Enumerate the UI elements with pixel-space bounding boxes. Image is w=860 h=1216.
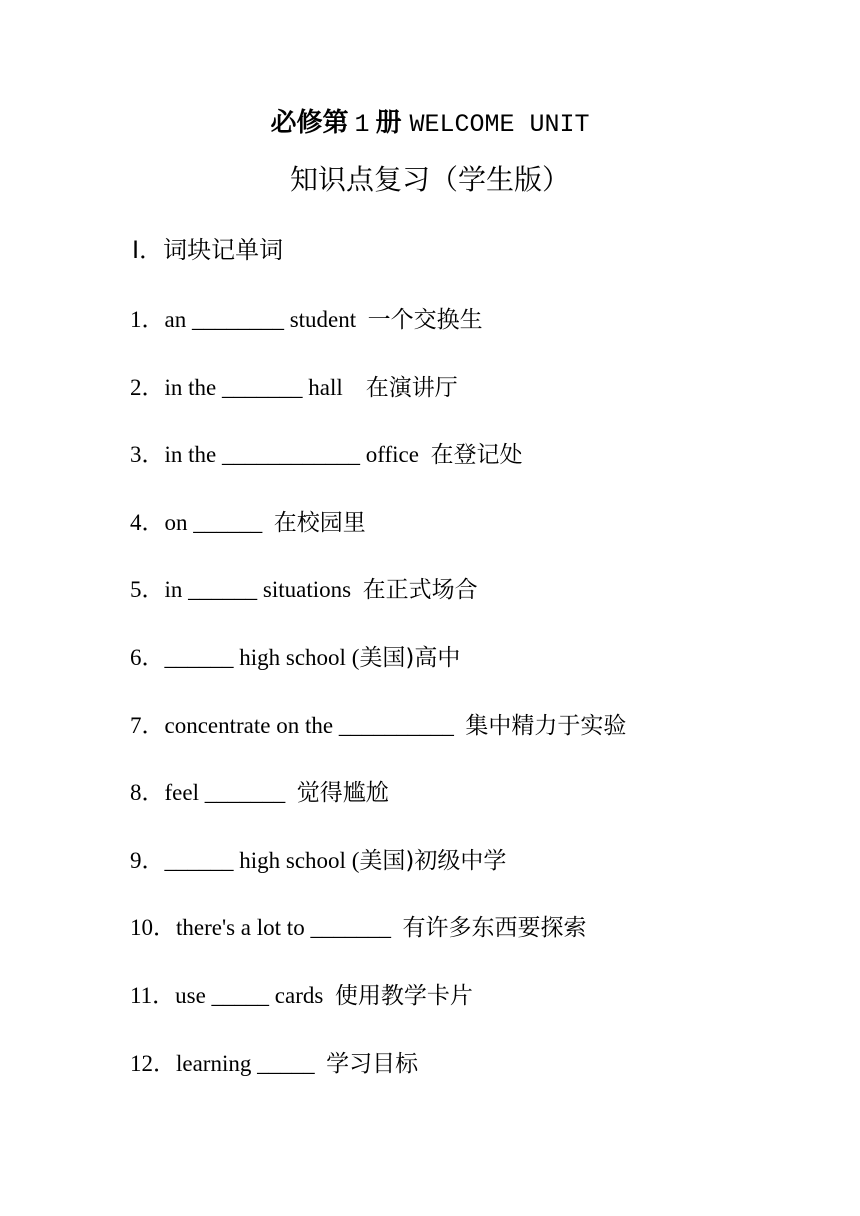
list-item <box>130 572 830 640</box>
item-chinese: 使用教学卡片 <box>334 982 473 1009</box>
list-item <box>130 978 830 1046</box>
item-chinese: 在演讲厅 <box>365 374 458 401</box>
item-chinese: 在校园里 <box>273 509 366 536</box>
item-english: 9．______ high school ( <box>130 847 360 873</box>
item-english: 8．feel _______ <box>130 780 286 806</box>
section-heading: Ⅰ．词块记单词 <box>132 236 284 264</box>
item-chinese: 集中精力于实验 <box>465 712 627 739</box>
list-item <box>130 1046 830 1114</box>
title-cjk-prefix: 必修第 <box>270 108 349 138</box>
item-english: 12．learning _____ <box>130 1050 315 1076</box>
list-item <box>130 843 830 911</box>
vocabulary-list <box>130 302 830 1113</box>
item-english: 2．in the _______ hall <box>130 374 343 400</box>
page-title <box>0 103 860 145</box>
title-unit-name: WELCOME UNIT <box>409 110 590 139</box>
item-english: 6．______ high school ( <box>130 644 360 670</box>
item-english: 7．concentrate on the __________ <box>130 712 454 738</box>
title-cjk-suffix: 册 <box>375 108 402 138</box>
list-item <box>130 775 830 843</box>
item-chinese: 有许多东西要探索 <box>402 915 587 942</box>
item-chinese: 美国)初级中学 <box>359 847 507 874</box>
list-item <box>130 708 830 776</box>
item-chinese: 学习目标 <box>326 1050 419 1077</box>
item-chinese: 美国)高中 <box>359 644 461 671</box>
list-item <box>130 640 830 708</box>
item-chinese: 在正式场合 <box>362 577 478 604</box>
item-chinese: 觉得尴尬 <box>296 780 389 807</box>
list-item <box>130 910 830 978</box>
item-english: 10．there's a lot to _______ <box>130 915 391 941</box>
item-english: 5．in ______ situations <box>130 577 352 603</box>
list-item <box>130 370 830 438</box>
item-english: 1．an ________ student <box>130 307 357 332</box>
title-number: 1 <box>354 110 370 139</box>
item-chinese: 一个交换生 <box>367 307 483 333</box>
page-subtitle: 知识点复习（学生版） <box>289 163 570 196</box>
list-item <box>130 505 830 573</box>
item-chinese: 在登记处 <box>430 442 523 469</box>
item-english: 4．on ______ <box>130 509 263 535</box>
list-item <box>130 302 830 370</box>
item-english: 3．in the ____________ office <box>130 442 419 468</box>
item-english: 11．use _____ cards <box>130 982 324 1008</box>
list-item <box>130 437 830 505</box>
